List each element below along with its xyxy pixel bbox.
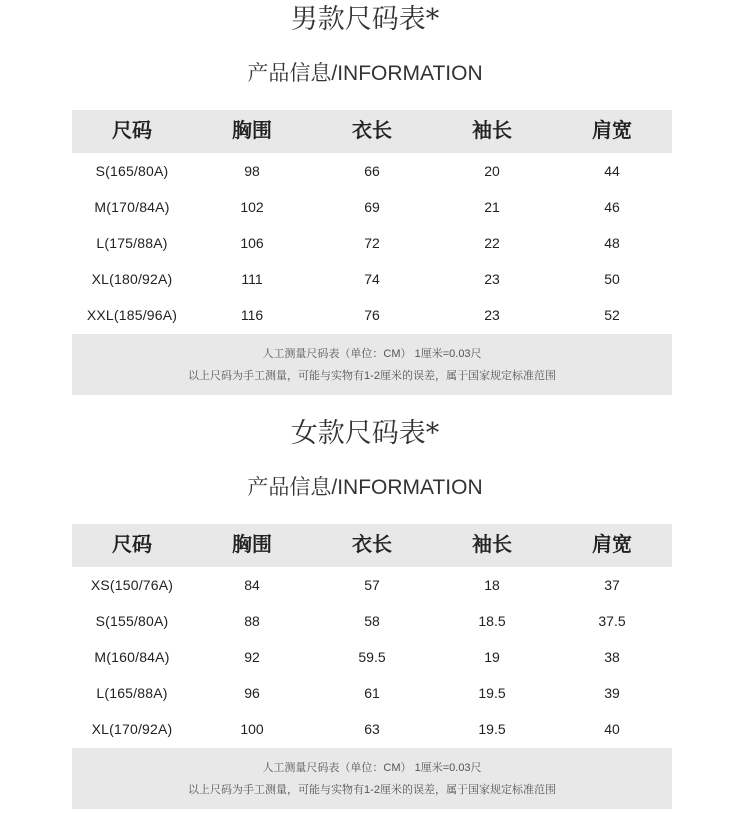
cell-shoulder: 50: [604, 271, 620, 287]
cell-sleeve: 23: [484, 307, 500, 323]
header-sleeve: 袖长: [472, 534, 512, 556]
cell-sleeve: 18: [484, 577, 500, 593]
cell-shoulder: 44: [604, 163, 620, 179]
table-row: [72, 153, 672, 189]
header-sleeve: 袖长: [472, 120, 512, 142]
header-length: 衣长: [352, 534, 392, 556]
cell-sleeve: 19.5: [478, 721, 506, 737]
header-shoulder: 肩宽: [592, 534, 632, 556]
cell-size: L(165/88A): [96, 685, 168, 701]
cell-length: 57: [364, 577, 380, 593]
cell-shoulder: 48: [604, 235, 620, 251]
cell-chest: 100: [240, 721, 264, 737]
cell-size: M(170/84A): [94, 199, 170, 215]
table-row: [72, 711, 672, 747]
header-size: 尺码: [112, 120, 152, 142]
cell-shoulder: 46: [604, 199, 620, 215]
table-row: [72, 639, 672, 675]
cell-size: XS(150/76A): [90, 577, 174, 593]
header-size: 尺码: [112, 534, 152, 556]
header-chest: 胸围: [232, 534, 272, 556]
note-unit-line: 人工测量尺码表（单位：CM） 1厘米=0.03尺: [262, 762, 482, 774]
cell-size: XXL(185/96A): [86, 307, 178, 323]
note-unit-line: 人工测量尺码表（单位：CM） 1厘米=0.03尺: [262, 348, 482, 360]
men-size-chart-title: 男款尺码表*: [290, 4, 440, 35]
cell-length: 76: [364, 307, 380, 323]
cell-chest: 111: [241, 271, 263, 287]
women-measurement-note: [72, 748, 672, 809]
cell-chest: 88: [244, 613, 260, 629]
cell-shoulder: 37: [604, 577, 620, 593]
women-size-table: [72, 524, 672, 809]
cell-chest: 84: [244, 577, 260, 593]
men-measurement-note: [72, 334, 672, 395]
cell-length: 74: [364, 271, 380, 287]
cell-size: XL(180/92A): [91, 271, 173, 287]
cell-length: 63: [364, 721, 380, 737]
note-error-line: 以上尺码为手工测量，可能与实物有1-2厘米的误差，属于国家规定标准范围: [188, 784, 556, 796]
header-length: 衣长: [352, 120, 392, 142]
cell-length: 58: [364, 613, 380, 629]
cell-shoulder: 39: [604, 685, 620, 701]
cell-sleeve: 19: [484, 649, 500, 665]
cell-sleeve: 19.5: [478, 685, 506, 701]
header-shoulder: 肩宽: [592, 120, 632, 142]
cell-length: 61: [364, 685, 380, 701]
cell-size: XL(170/92A): [91, 721, 173, 737]
cell-length: 69: [364, 199, 380, 215]
men-size-table: [72, 110, 672, 395]
cell-sleeve: 20: [484, 163, 500, 179]
cell-length: 72: [364, 235, 380, 251]
women-size-chart-title: 女款尺码表*: [290, 418, 440, 449]
table-row: [72, 675, 672, 711]
table-row: [72, 225, 672, 261]
cell-shoulder: 37.5: [598, 613, 626, 629]
cell-size: S(165/80A): [95, 163, 169, 179]
table-row: [72, 189, 672, 225]
note-error-line: 以上尺码为手工测量，可能与实物有1-2厘米的误差，属于国家规定标准范围: [188, 370, 556, 382]
cell-size: M(160/84A): [94, 649, 170, 665]
women-table-body: [72, 567, 672, 747]
cell-sleeve: 22: [484, 235, 500, 251]
cell-chest: 98: [244, 163, 260, 179]
cell-chest: 102: [240, 199, 264, 215]
cell-length: 59.5: [358, 649, 386, 665]
cell-shoulder: 52: [604, 307, 620, 323]
cell-size: S(155/80A): [95, 613, 169, 629]
cell-shoulder: 40: [604, 721, 620, 737]
cell-size: L(175/88A): [96, 235, 168, 251]
cell-length: 66: [364, 163, 380, 179]
table-row: [72, 297, 672, 333]
men-table-body: [72, 153, 672, 333]
header-chest: 胸围: [232, 120, 272, 142]
table-row: [72, 261, 672, 297]
cell-sleeve: 21: [484, 199, 500, 215]
cell-chest: 116: [240, 307, 264, 323]
table-row: [72, 603, 672, 639]
cell-sleeve: 23: [484, 271, 500, 287]
cell-chest: 96: [244, 685, 260, 701]
cell-chest: 92: [244, 649, 260, 665]
table-row: [72, 567, 672, 603]
cell-chest: 106: [240, 235, 264, 251]
women-info-subtitle: 产品信息/INFORMATION: [247, 476, 483, 499]
men-info-subtitle: 产品信息/INFORMATION: [247, 62, 483, 85]
men-table-header: [72, 110, 672, 153]
cell-sleeve: 18.5: [478, 613, 506, 629]
cell-shoulder: 38: [604, 649, 620, 665]
women-table-header: [72, 524, 672, 567]
